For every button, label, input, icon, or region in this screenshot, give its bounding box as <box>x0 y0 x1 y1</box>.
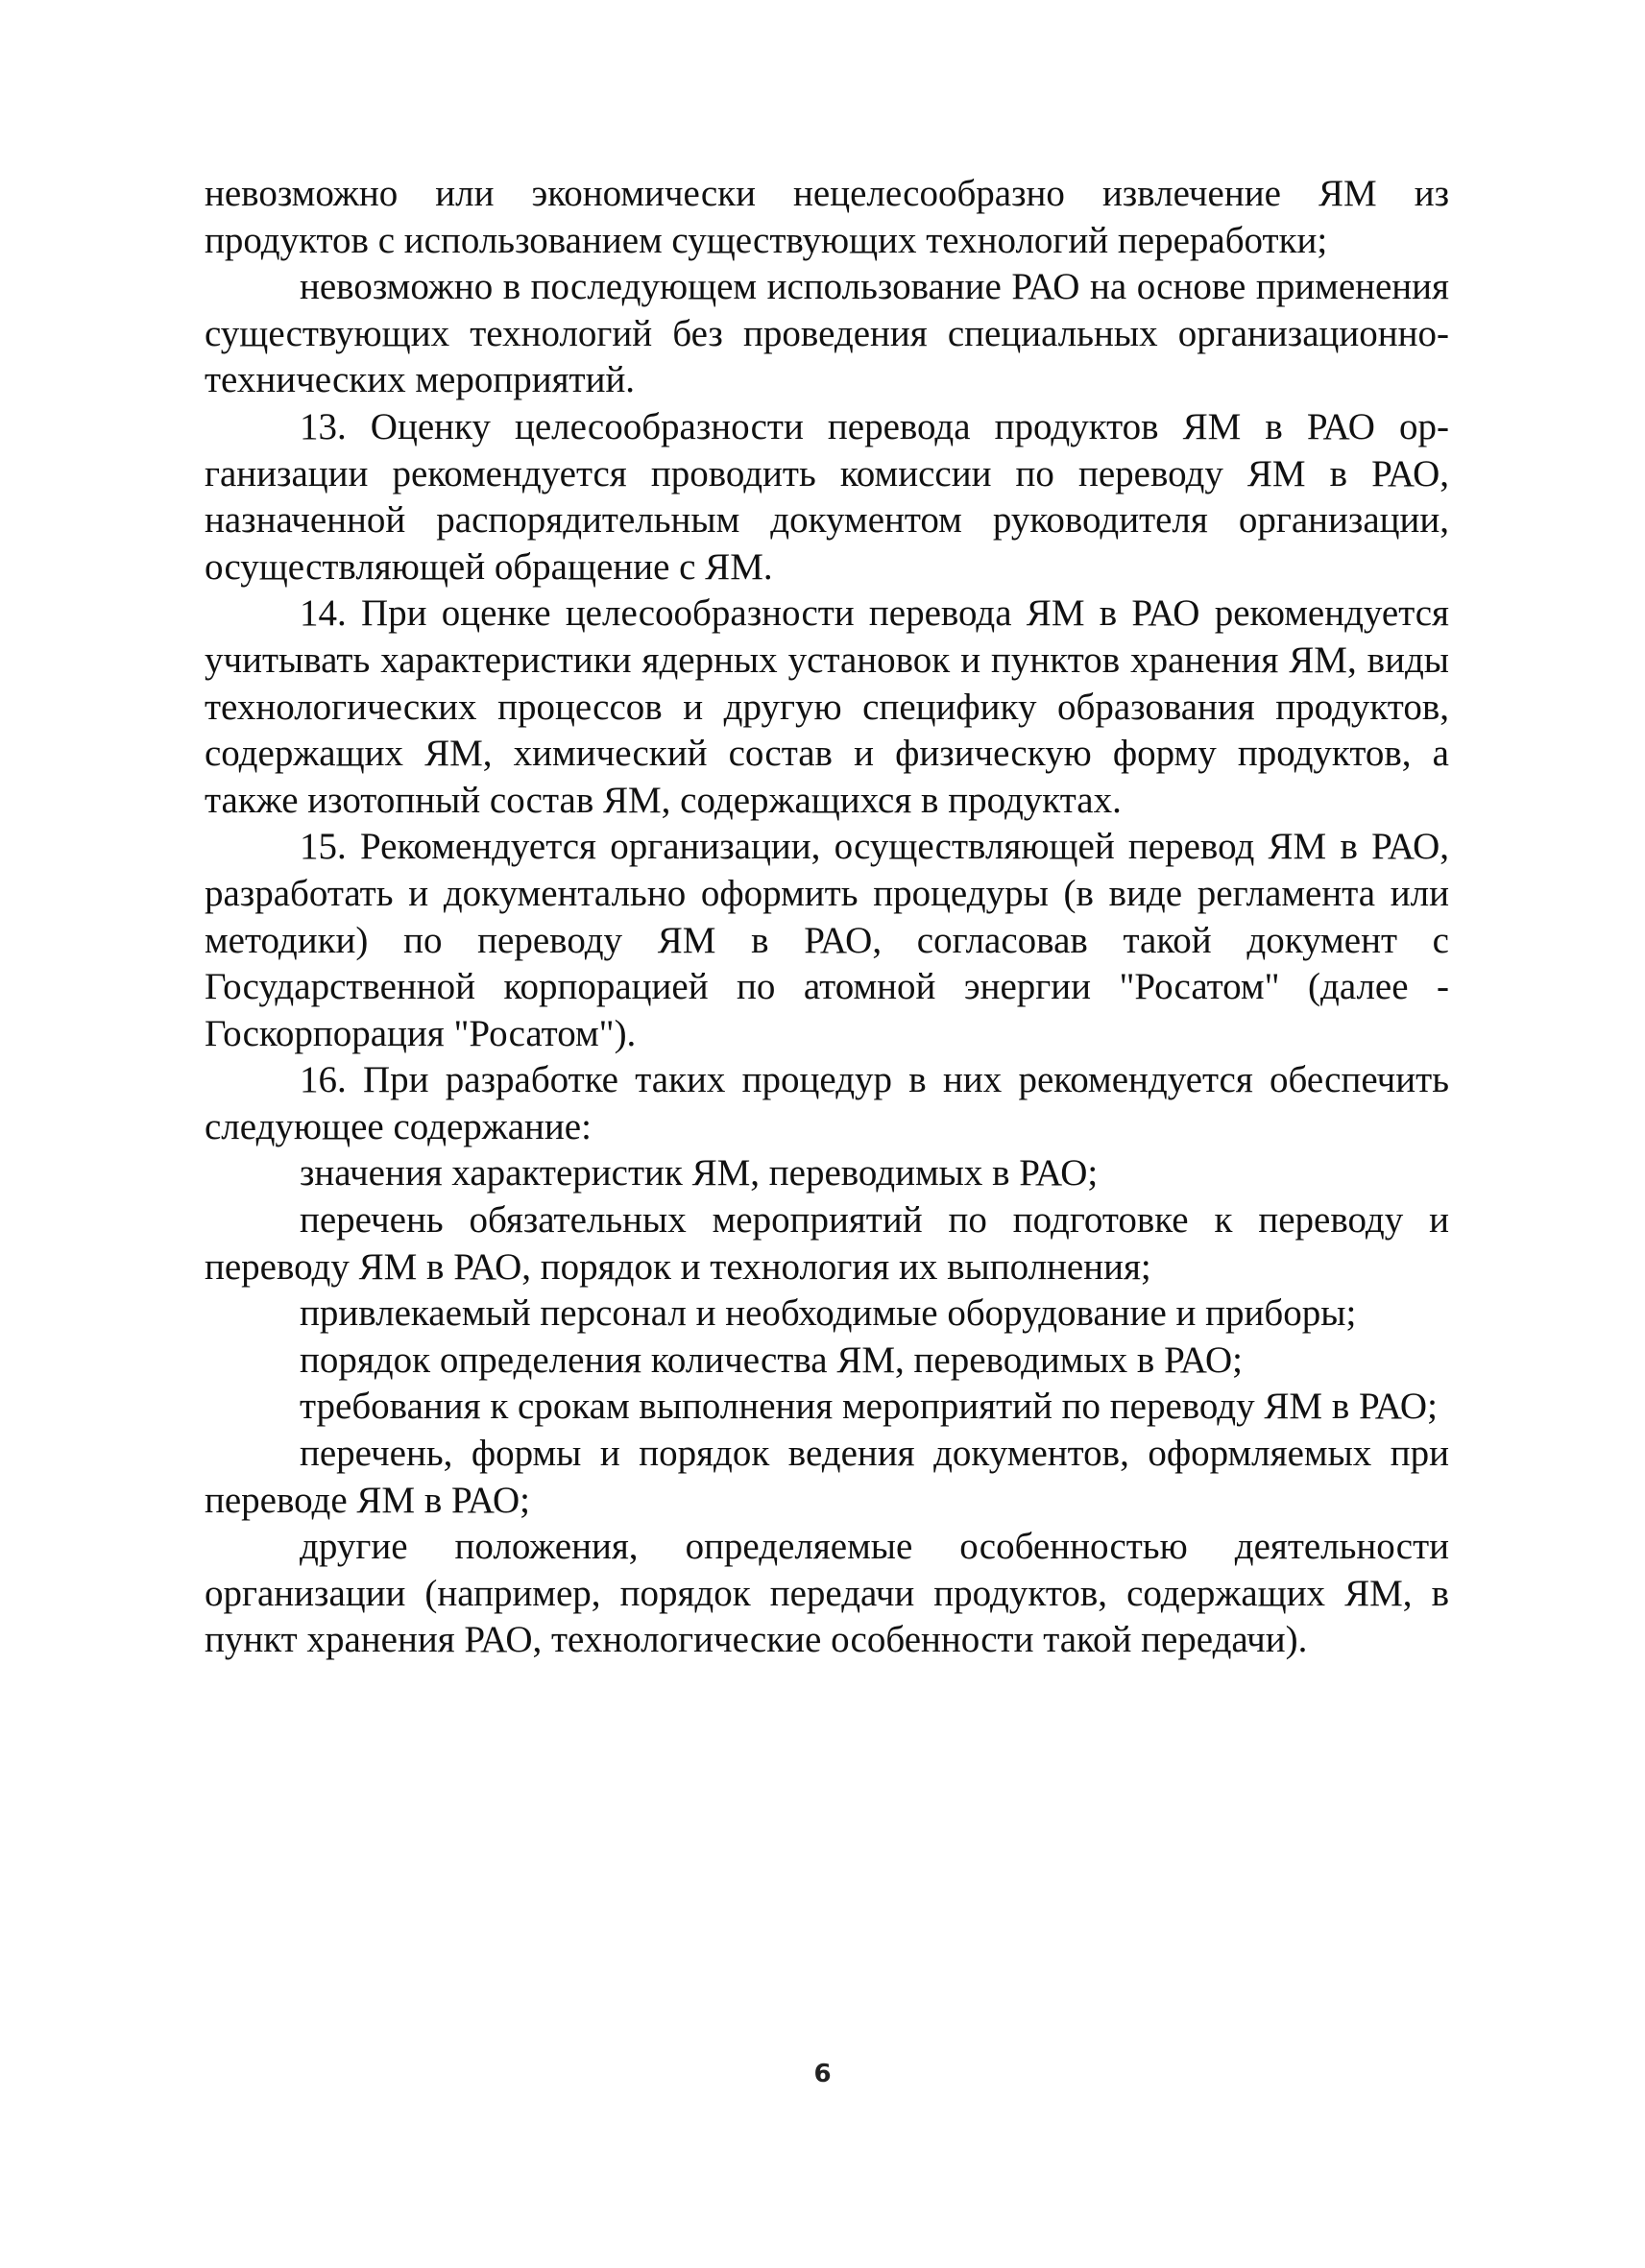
page-number: 6 <box>813 2060 832 2088</box>
list-item-measures: перечень обязательных мероприятий по подготовке к переводу и переводу ЯМ в РАО, порядок и технология их выполнения; <box>205 1199 1449 1288</box>
document-body <box>205 171 1449 1664</box>
list-item-quantity: порядок определения количества ЯМ, переводимых в РАО; <box>300 1339 1244 1381</box>
paragraph-13: 13. Оценку целесообразности перевода продуктов ЯМ в РАО организации рекомендуется проводить комиссии по переводу ЯМ в РАО, назначенной распорядительным документом руководителя организации, осуществляющей обращение с ЯМ. <box>205 405 1449 588</box>
paragraph-2: невозможно в последующем использование РАО на основе применения существующих технологий без проведения специальных организационно-технических мероприятий. <box>205 266 1449 401</box>
list-item-documents: перечень, формы и порядок ведения документов, оформляемых при переводе ЯМ в РАО; <box>205 1433 1449 1521</box>
paragraph-1: невозможно или экономически нецелесообразно извлечение ЯМ из продуктов с использованием существующих технологий переработки; <box>205 173 1449 261</box>
list-item-personnel: привлекаемый персонал и необходимые оборудование и приборы; <box>300 1292 1357 1335</box>
list-item-other: другие положения, определяемые особенностью деятельности организации (например, порядок передачи продуктов, содержащих ЯМ, в пункт хранения РАО, технологические особенности такой передачи). <box>205 1526 1449 1661</box>
paragraph-16: 16. При разработке таких процедур в них рекомендуется обеспечить следующее содержание: <box>205 1059 1449 1147</box>
list-item-deadlines: требования к срокам выполнения мероприятий по переводу ЯМ в РАО; <box>300 1386 1438 1428</box>
paragraph-15: 15. Рекомендуется организации, осуществляющей перевод ЯМ в РАО, разработать и документально оформить процедуры (в виде регламента или методики) по переводу ЯМ в РАО, согласовав такой документ с Государственной корпорацией по атомной энергии "Росатом" (далее - Госкорпорация "Росатом"). <box>205 826 1449 1054</box>
list-item-characteristics: значения характеристик ЯМ, переводимых в РАО; <box>300 1152 1099 1194</box>
paragraph-14: 14. При оценке целесообразности перевода ЯМ в РАО рекомендуется учитывать характеристики ядерных установок и пунктов хранения ЯМ, виды технологических процессов и другую специфику образования продуктов, содержащих ЯМ, химический состав и физическую форму продуктов, а также изотопный состав ЯМ, содержащихся в продуктах. <box>205 592 1449 821</box>
